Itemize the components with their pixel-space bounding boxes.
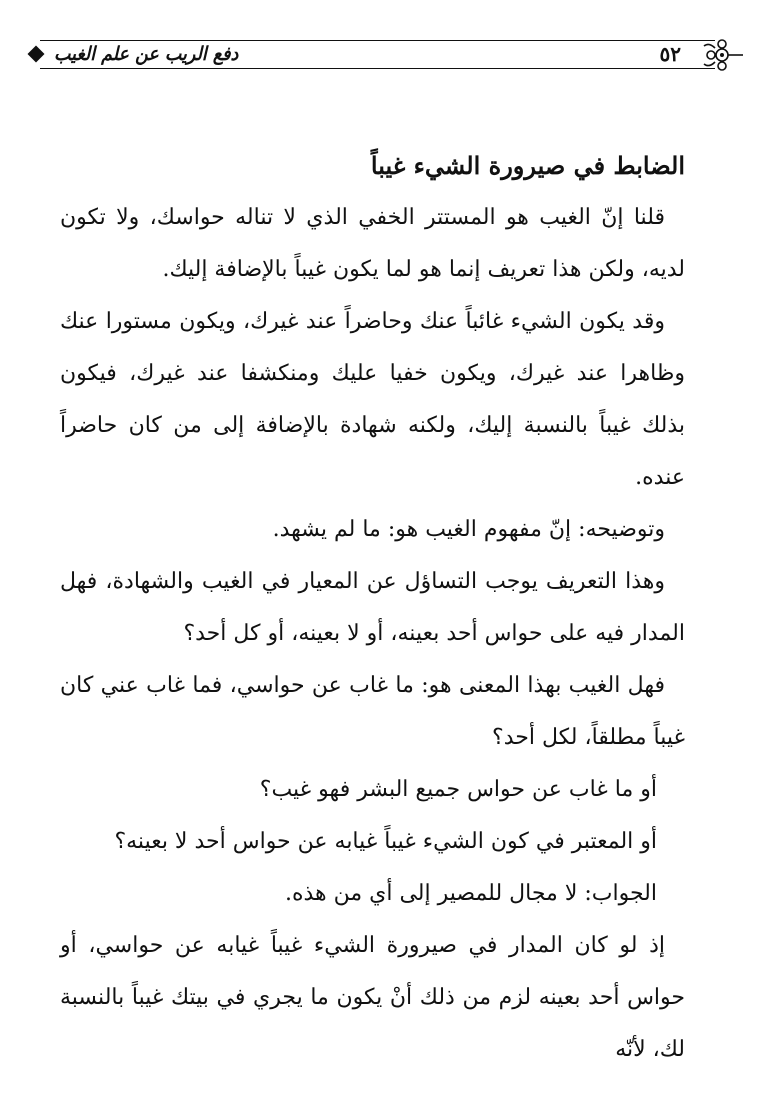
paragraph: أو المعتبر في كون الشيء غيباً غيابه عن حواس أحد لا بعينه؟ [114, 829, 657, 854]
section-heading: الضابط في صيرورة الشيء غيباً [370, 151, 685, 180]
header-rule-bottom [40, 68, 715, 69]
paragraph: فهل الغيب بهذا المعنى هو: ما غاب عن حواسي، فما غاب عني كان غيباً مطلقاً، لكل أحد؟ [60, 673, 685, 750]
page-number: ٥٢ [659, 42, 681, 66]
paragraph: إذ لو كان المدار في صيرورة الشيء غيباً غيابه عن حواسي، أو حواس أحد بعينه لزم من ذلك أنْ يكون ما يجري في بيتك غيباً بالنسبة لك، لأنّه [60, 933, 685, 1062]
page-header [30, 36, 745, 74]
floral-ornament-icon [699, 36, 745, 74]
paragraph: وهذا التعريف يوجب التساؤل عن المعيار في الغيب والشهادة، فهل المدار فيه على حواس أحد بعينه، أو لا بعينه، أو كل أحد؟ [60, 569, 685, 646]
page-body [60, 140, 685, 1076]
paragraph: أو ما غاب عن حواس جميع البشر فهو غيب؟ [259, 777, 657, 802]
diamond-ornament-icon [28, 46, 45, 63]
paragraph: قلنا إنّ الغيب هو المستتر الخفي الذي لا تناله حواسك، ولا تكون لديه، ولكن هذا تعريف إنما هو لما يكون غيباً بالإضافة إليك. [60, 205, 685, 282]
paragraph: وقد يكون الشيء غائباً عنك وحاضراً عند غيرك، ويكون مستورا عنك وظاهرا عند غيرك، ويكون خفيا عليك ومنكشفا عند غيرك، فيكون بذلك غيباً بالنسبة إليك، ولكنه شهادة بالإضافة إلى من كان حاضراً عنده. [60, 309, 685, 490]
header-rule-top [40, 40, 715, 41]
paragraph: الجواب: لا مجال للمصير إلى أي من هذه. [284, 881, 657, 906]
paragraph: وتوضيحه: إنّ مفهوم الغيب هو: ما لم يشهد. [272, 517, 665, 542]
running-title: دفع الريب عن علم الغيب [54, 43, 239, 65]
